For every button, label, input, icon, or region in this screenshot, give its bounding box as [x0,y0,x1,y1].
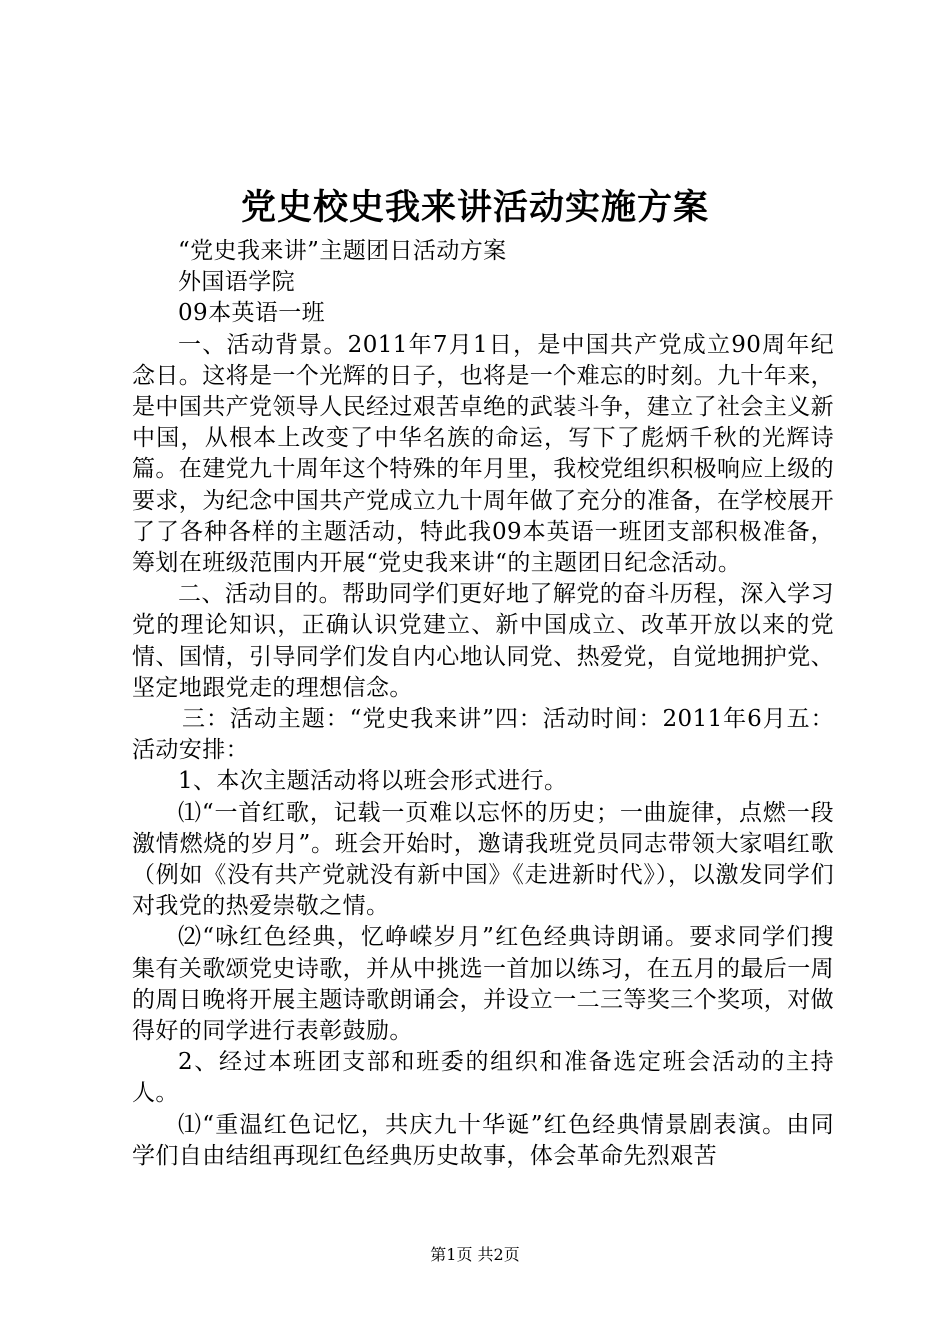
class-line: 09本英语一班 [178,300,326,327]
department-line: 外国语学院 [178,269,295,296]
arrangement-item-1: 1、本次主题活动将以班会形式进行。 [178,768,568,795]
document-title: 党史校史我来讲活动实施方案 [240,187,709,228]
theme-time-paragraph: 三：活动主题：“党史我来讲”四：活动时间：2011年6月五：活动安排： [132,706,834,764]
background-paragraph: 一、活动背景。2011年7月1日，是中国共产党成立90周年纪念日。这将是一个光辉的日子，也将是一个难忘的时刻。九十年来，是中国共产党领导人民经过艰苦卓绝的武装斗争，建立了社会主义新中国，从根本上改变了中华名族的命运，写下了彪炳千秋的光辉诗篇。在建党九十周年这个特殊的年月里，我校党组织积极响应上级的要求，为纪念中国共产党成立九十周年做了充分的准备，在学校展开了了各种各样的主题活动，特此我09本英语一班团支部积极准备，筹划在班级范围内开展“党史我来讲“的主题团日纪念活动。 [132,331,834,577]
subtitle-paragraph: “党史我来讲”主题团日活动方案 [178,238,507,264]
arrangement-subitem-3: ⑴“重温红色记忆，共庆九十华诞”红色经典情景剧表演。由同学们自由结组再现红色经典历史故事，体会革命先烈艰苦 [132,1111,834,1169]
page-footer: 第1页 共2页 [430,1245,520,1264]
document-body [132,236,834,1172]
purpose-paragraph: 二、活动目的。帮助同学们更好地了解党的奋斗历程，深入学习党的理论知识，正确认识党建立、新中国成立、改革开放以来的党情、国情，引导同学们发自内心地认同党、热爱党，自觉地拥护党、坚定地跟党走的理想信念。 [132,581,834,701]
arrangement-item-2: 2、经过本班团支部和班委的组织和准备选定班会活动的主持人。 [132,1049,834,1107]
arrangement-subitem-2: ⑵“咏红色经典，忆峥嵘岁月”红色经典诗朗诵。要求同学们搜集有关歌颂党史诗歌，并从中挑选一首加以练习，在五月的最后一周的周日晚将开展主题诗歌朗诵会，并设立一二三等奖三个奖项，对做得好的同学进行表彰鼓励。 [132,924,834,1045]
arrangement-subitem-1: ⑴“一首红歌，记载一页难以忘怀的历史；一曲旋律，点燃一段激情燃烧的岁月”。班会开始时，邀请我班党员同志带领大家唱红歌（例如《没有共产党就没有新中国》《走进新时代》），以激发同学们对我党的热爱崇敬之情。 [132,799,834,920]
